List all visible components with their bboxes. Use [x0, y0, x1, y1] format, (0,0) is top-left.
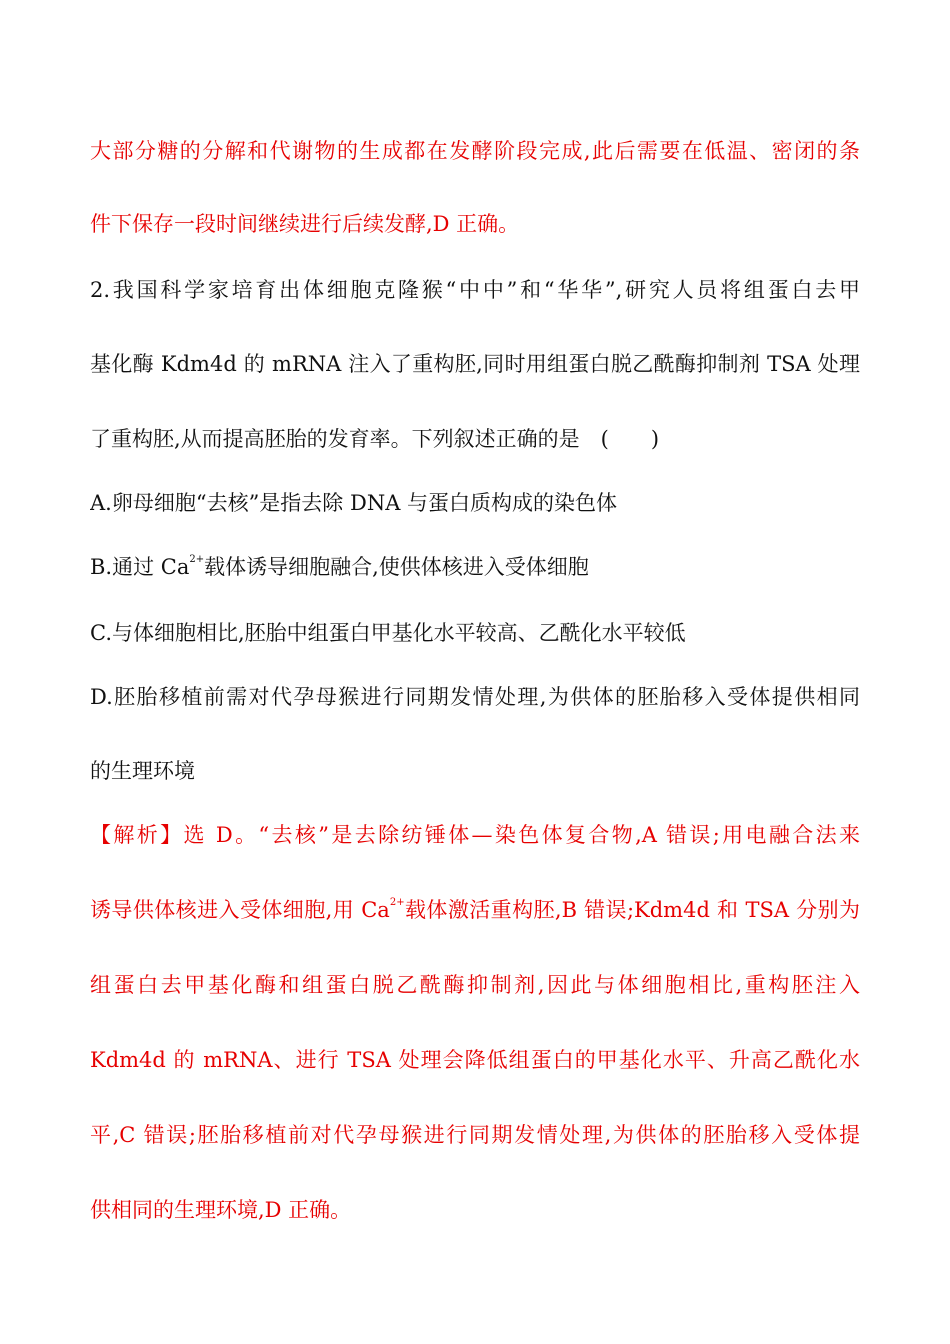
option-b	[90, 552, 860, 582]
analysis-line-6: 供相同的生理环境,D 正确。	[90, 1198, 352, 1222]
question-line-1: 2.我国科学家培育出体细胞克隆猴“中中”和“华华”,研究人员将组蛋白去甲	[90, 278, 860, 302]
analysis-line-3: 组蛋白去甲基化酶和组蛋白脱乙酰酶抑制剂,因此与体细胞相比,重构胚注入	[90, 973, 860, 997]
analysis-line-2-suffix: 载体激活重构胚,B 错误;Kdm4d 和 TSA 分别为	[404, 898, 860, 922]
question-line-3: 了重构胚,从而提高胚胎的发育率。下列叙述正确的是 ( )	[90, 427, 660, 451]
analysis-line-5: 平,C 错误;胚胎移植前对代孕母猴进行同期发情处理,为供体的胚胎移入受体提	[90, 1123, 860, 1147]
question-line-2: 基化酶 Kdm4d 的 mRNA 注入了重构胚,同时用组蛋白脱乙酰酶抑制剂 TSA 处理	[90, 352, 860, 376]
option-c: C.与体细胞相比,胚胎中组蛋白甲基化水平较高、乙酰化水平较低	[90, 621, 686, 645]
analysis-line-2-prefix: 诱导供体核进入受体细胞,用 Ca	[90, 898, 390, 922]
analysis-line-4: Kdm4d 的 mRNA、进行 TSA 处理会降低组蛋白的甲基化水平、升高乙酰化水	[90, 1048, 860, 1072]
prev-explanation-line-1: 大部分糖的分解和代谢物的生成都在发酵阶段完成,此后需要在低温、密闭的条	[90, 139, 860, 163]
option-b-suffix: 载体诱导细胞融合,使供体核进入受体细胞	[204, 555, 589, 579]
prev-explanation-line-2: 件下保存一段时间继续进行后续发酵,D 正确。	[90, 212, 520, 236]
option-d-line-2: 的生理环境	[90, 759, 195, 783]
analysis-line-2	[90, 895, 860, 925]
analysis-line-2-superscript: 2+	[389, 897, 405, 908]
option-d-line-1: D.胚胎移植前需对代孕母猴进行同期发情处理,为供体的胚胎移入受体提供相同	[90, 685, 860, 709]
analysis-line-1: 【解析】选 D。“去核”是去除纺锤体—染色体复合物,A 错误;用电融合法来	[90, 823, 860, 847]
option-b-superscript: 2+	[189, 554, 205, 565]
option-a: A.卵母细胞“去核”是指去除 DNA 与蛋白质构成的染色体	[90, 491, 618, 515]
option-b-prefix: B.通过 Ca	[90, 555, 190, 579]
